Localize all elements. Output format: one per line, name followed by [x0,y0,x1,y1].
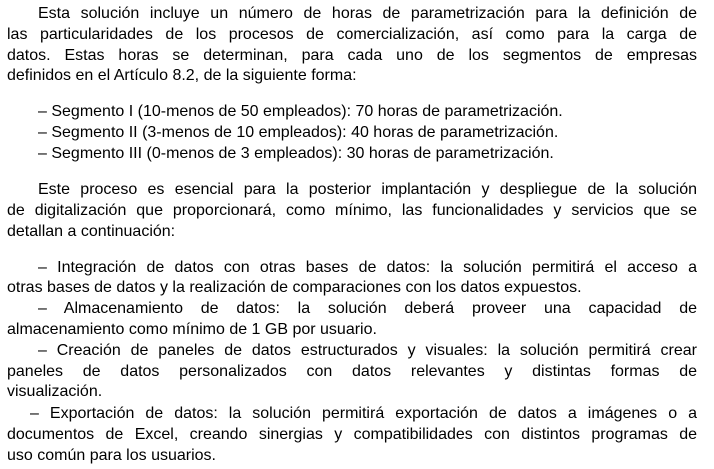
feature-1-line-2: otras bases de datos y la realización de comparaciones con los datos expuestos. [7,279,582,296]
segment-item-1: – Segmento I (10-menos de 50 empleados): 70 horas de parametrización. [38,103,563,120]
feature-4-line-2: documentos de Excel, creando sinergias y compatibilidades con distintos programas de [7,426,697,443]
paragraph-1-line-3: datos. Estas horas se determinan, para cada uno de los segmentos de empresas [7,47,697,64]
paragraph-2-line-2: de digitalización que proporcionará, como mínimo, las funcionalidades y servicios que se [7,202,697,219]
feature-2-line-2: almacenamiento como mínimo de 1 GB por usuario. [7,321,377,338]
feature-2-line-1: – Almacenamiento de datos: la solución deberá proveer una capacidad de [38,300,697,317]
paragraph-1-line-2: las particularidades de los procesos de comercialización, así como para la carga de [7,26,697,43]
feature-3-line-1: – Creación de paneles de datos estructurados y visuales: la solución permitirá crear [38,342,697,359]
paragraph-2-line-1: Este proceso es esencial para la posterior implantación y despliegue de la solución [38,181,697,198]
paragraph-1-line-4: definidos en el Artículo 8.2, de la siguiente forma: [7,67,357,84]
feature-1-line-1: – Integración de datos con otras bases de datos: la solución permitirá el acceso a [38,259,697,276]
feature-4-line-1: – Exportación de datos: la solución permitirá exportación de datos a imágenes o a [30,405,697,422]
paragraph-2-line-3: detallan a continuación: [7,223,176,240]
feature-3-line-3: visualización. [7,383,103,400]
feature-4-line-3: uso común para los usuarios. [7,447,216,464]
segment-item-2: – Segmento II (3-menos de 10 empleados): 40 horas de parametrización. [38,124,559,141]
segment-item-3: – Segmento III (0-menos de 3 empleados): 30 horas de parametrización. [38,145,554,162]
paragraph-1-line-1: Esta solución incluye un número de horas de parametrización para la definición de [38,5,697,22]
feature-3-line-2: paneles de datos personalizados con datos relevantes y distintas formas de [7,363,697,380]
